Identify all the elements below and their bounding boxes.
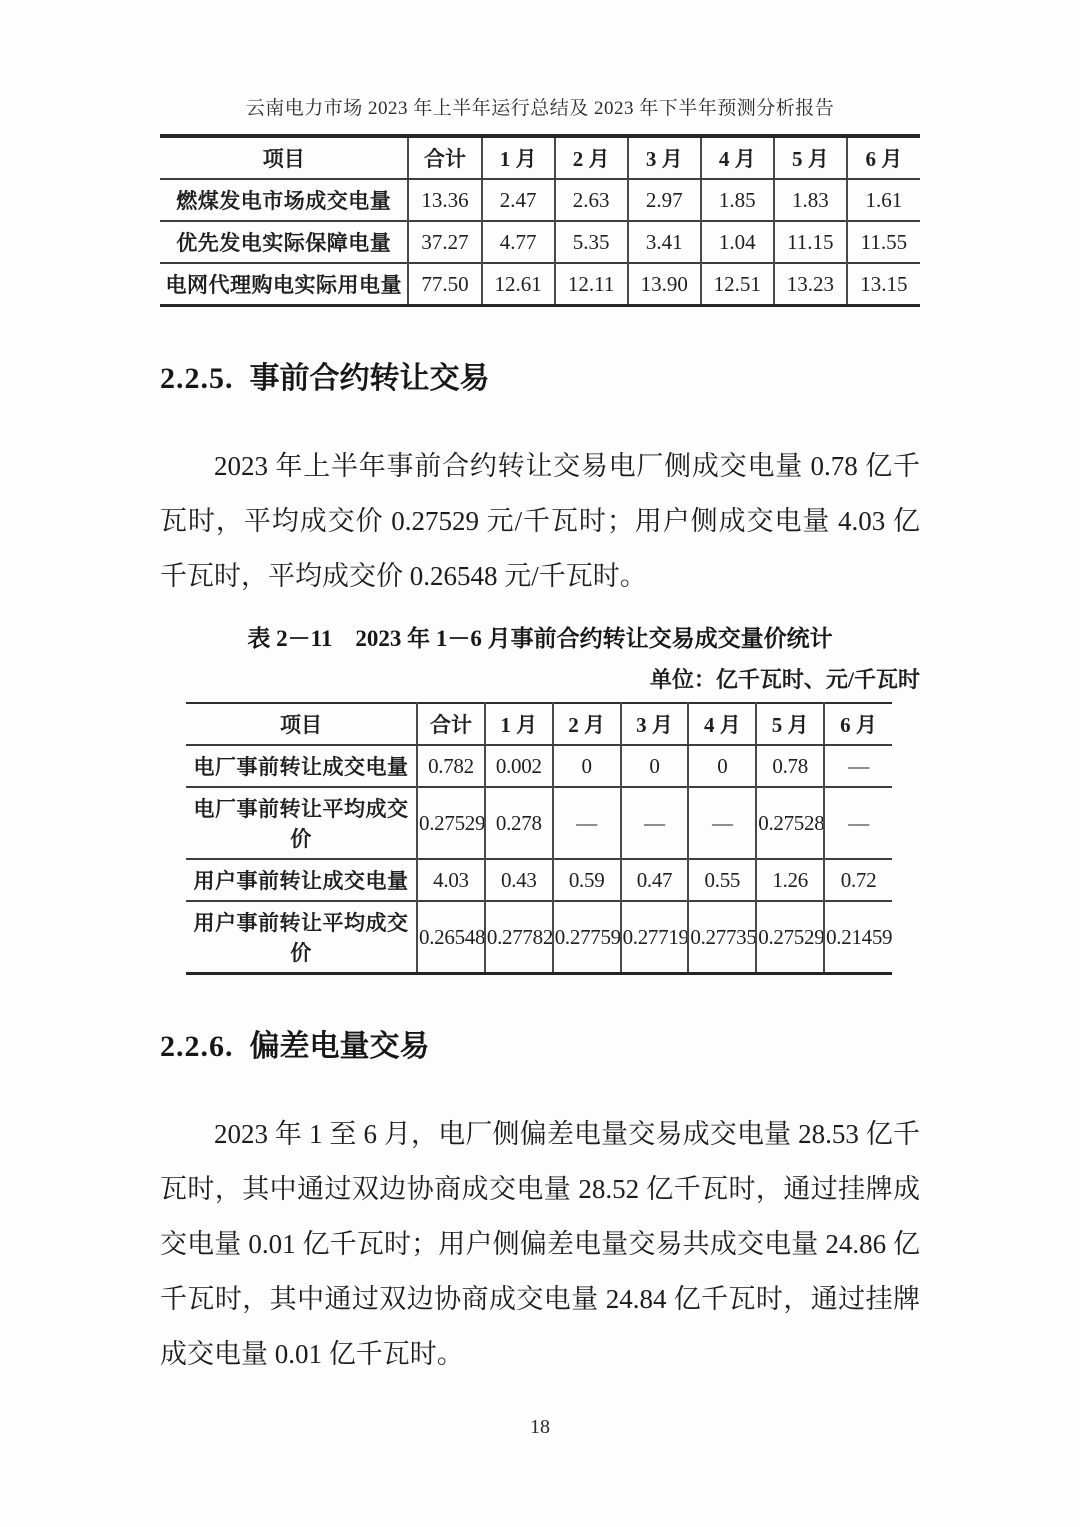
value-cell: 11.15: [774, 221, 847, 263]
page-content: [160, 93, 920, 1382]
section-title: 事前合约转让交易: [249, 362, 490, 395]
table-market-trade-volumes: [160, 134, 920, 307]
value-cell: 12.11: [555, 263, 628, 306]
header-row: [186, 703, 892, 745]
value-cell: —: [688, 787, 756, 859]
value-cell: 0.27529: [417, 787, 485, 859]
table-unit-note: 单位：亿千瓦时、元/千瓦时: [649, 667, 920, 692]
value-cell: 0.27759: [553, 901, 621, 974]
value-cell: —: [824, 787, 892, 859]
column-header-period: 5 月: [774, 136, 847, 179]
row-label: 电厂事前转让成交电量: [193, 755, 409, 779]
section-title: 偏差电量交易: [249, 1030, 430, 1063]
column-header-period: 1 月: [485, 703, 553, 745]
row-label: 电厂事前转让平均成交价: [186, 787, 417, 859]
value-cell: 0: [621, 745, 689, 787]
value-cell: 12.61: [482, 263, 555, 306]
row-label: 优先发电实际保障电量: [160, 221, 408, 263]
table-row: [186, 745, 892, 787]
value-cell: 0.27528: [756, 787, 824, 859]
value-cell: 5.35: [555, 221, 628, 263]
value-cell: —: [824, 745, 892, 787]
value-cell: 0.27782: [485, 901, 553, 974]
paragraph-deviation-trade: 2023 年 1 至 6 月，电厂侧偏差电量交易成交电量 28.53 亿千瓦时，其中通过双边协商成交电量 28.52 亿千瓦时，通过挂牌成交电量 0.01 亿千瓦时；用户侧偏差电量交易共成交电量 24.86 亿千瓦时，其中通过双边协商成交电量 24.84 亿千瓦时，通过挂牌成交电量 0.01 亿千瓦时。: [160, 1119, 920, 1369]
value-cell: 0.278: [485, 787, 553, 859]
value-cell: 0.782: [417, 745, 485, 787]
value-cell: —: [553, 787, 621, 859]
value-cell: 13.90: [628, 263, 701, 306]
value-cell: 2.97: [628, 179, 701, 221]
row-label: 用户事前转让平均成交价: [186, 901, 417, 974]
table-caption: 表 2－11 2023 年 1－6 月事前合约转让交易成交量价统计: [247, 626, 833, 651]
value-cell: 0: [553, 745, 621, 787]
value-cell: 0.27719: [621, 901, 689, 974]
column-header-item: 项目: [160, 136, 408, 179]
value-cell: 4.77: [482, 221, 555, 263]
section-number: 2.2.6.: [160, 1030, 234, 1063]
value-cell: —: [621, 787, 689, 859]
column-header-item: 项目: [186, 703, 417, 745]
column-header-period: 6 月: [847, 136, 920, 179]
column-header-period: 2 月: [553, 703, 621, 745]
column-header-period: 2 月: [555, 136, 628, 179]
row-label: 燃煤发电市场成交电量: [176, 189, 392, 213]
value-cell: 0.27735: [688, 901, 756, 974]
value-cell: 1.83: [774, 179, 847, 221]
value-cell: 0.59: [553, 859, 621, 901]
table-row: [160, 263, 920, 306]
value-cell: 0.72: [824, 859, 892, 901]
column-header-period: 4 月: [701, 136, 774, 179]
table-row: [186, 859, 892, 901]
value-cell: 12.51: [701, 263, 774, 306]
column-header-period: 合计: [417, 703, 485, 745]
running-header: 云南电力市场 2023 年上半年运行总结及 2023 年下半年预测分析报告: [245, 98, 835, 119]
value-cell: 37.27: [408, 221, 481, 263]
value-cell: 0.21459: [824, 901, 892, 974]
value-cell: 0.55: [688, 859, 756, 901]
section-heading-2-2-5: [160, 353, 920, 397]
column-header-period: 3 月: [628, 136, 701, 179]
value-cell: 0.002: [485, 745, 553, 787]
value-cell: 1.85: [701, 179, 774, 221]
value-cell: 0.47: [621, 859, 689, 901]
column-header-period: 6 月: [824, 703, 892, 745]
section-number: 2.2.5.: [160, 362, 234, 395]
value-cell: 13.15: [847, 263, 920, 306]
value-cell: 77.50: [408, 263, 481, 306]
row-label: 用户事前转让成交电量: [186, 859, 417, 901]
table-row: [160, 221, 920, 263]
table-row: [186, 901, 892, 974]
column-header-period: 1 月: [482, 136, 555, 179]
paragraph-advance-contract-transfer: 2023 年上半年事前合约转让交易电厂侧成交电量 0.78 亿千瓦时，平均成交价 0.27529 元/千瓦时；用户侧成交电量 4.03 亿千瓦时，平均成交价 0.26548 元/千瓦时。: [160, 451, 920, 591]
value-cell: 13.23: [774, 263, 847, 306]
column-header-period: 合计: [408, 136, 481, 179]
page-number: 18: [530, 1416, 550, 1438]
header-row: [160, 136, 920, 179]
section-heading-2-2-6: [160, 1021, 920, 1065]
value-cell: 2.47: [482, 179, 555, 221]
table-row: [160, 179, 920, 221]
value-cell: 1.26: [756, 859, 824, 901]
value-cell: 2.63: [555, 179, 628, 221]
value-cell: 11.55: [847, 221, 920, 263]
value-cell: 0.27529: [756, 901, 824, 974]
value-cell: 4.03: [417, 859, 485, 901]
value-cell: 13.36: [408, 179, 481, 221]
row-label: 电网代理购电实际用电量: [160, 263, 408, 306]
value-cell: 0.43: [485, 859, 553, 901]
column-header-period: 3 月: [621, 703, 689, 745]
value-cell: 1.61: [847, 179, 920, 221]
value-cell: 1.04: [701, 221, 774, 263]
table-advance-transfer-stats: [186, 702, 892, 975]
table-row: [186, 787, 892, 859]
value-cell: 0.78: [756, 745, 824, 787]
value-cell: 3.41: [628, 221, 701, 263]
value-cell: 0: [688, 745, 756, 787]
column-header-period: 4 月: [688, 703, 756, 745]
value-cell: 0.26548: [417, 901, 485, 974]
column-header-period: 5 月: [756, 703, 824, 745]
